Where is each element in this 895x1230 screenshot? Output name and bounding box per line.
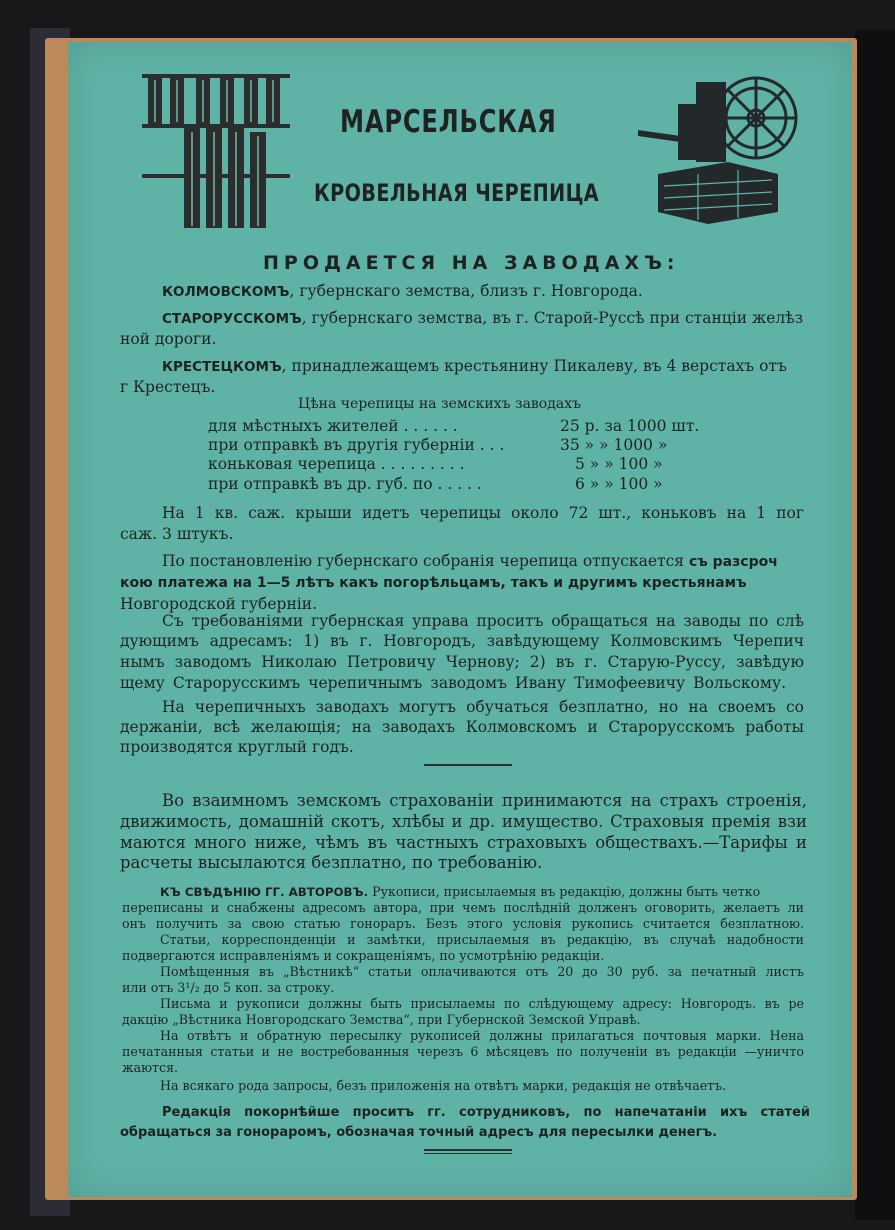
title-roof-tiles: КРОВЕЛЬНАЯ ЧЕРЕПИЦА <box>314 179 600 207</box>
installment-terms: кою платежа на 1—5 лѣтъ какъ погорѣльцамъ, такъ и другимъ крестьянамъ <box>120 575 747 591</box>
installment-region: Новгородской губерніи. <box>120 595 317 613</box>
price-row-label: при отправкѣ въ другія губерніи . . . <box>208 436 505 454</box>
price-row-value: 5 » » 100 » <box>575 455 663 473</box>
authors-notice-line3: онъ получить за свою статью гонораръ. Безъ этого условія рукопись считается безплатною. <box>122 916 804 931</box>
paragraph-training: На черепичныхъ заводахъ могутъ обучаться безплатно, но на своемъ со <box>162 698 804 716</box>
editorial-request-line2: обращаться за гонораромъ, обозначая точный адресъ для пересылки денегъ. <box>120 1125 718 1140</box>
insurance-line2: движимость, домашній скотъ, хлѣбы и др. имущество. Страховыя премія взи <box>120 812 807 831</box>
factory-kolmovo <box>162 284 643 300</box>
factory-krestets-text: , принадлежащемъ крестьянину Пикалеву, въ 4 верстахъ отъ <box>281 357 787 375</box>
paragraph-training-line2: держаніи, всѣ желающія; на заводахъ Колмовскомъ и Старорусскомъ работы <box>120 718 804 736</box>
authors-notice-line2: переписаны и снабжены адресомъ автора, при чемъ послѣдній долженъ оговорить, желаетъ ли <box>122 900 804 915</box>
price-row-label: для мѣстныхъ жителей . . . . . . <box>208 417 458 435</box>
paragraph-requests-line3: нымъ заводомъ Николаю Петровичу Чернову; 2) въ г. Старую-Руссу, завѣдую <box>120 653 804 671</box>
authors-notice-line7: или отъ 3¹/₂ до 5 коп. за строку. <box>122 980 335 995</box>
insurance-line3: маются много ниже, чѣмъ въ частныхъ страховыхъ обществахъ.—Тарифы и <box>120 833 807 852</box>
factory-staraya-cont: ной дороги. <box>120 330 217 348</box>
price-table-title: Цѣна черепицы на земскихъ заводахъ <box>298 396 582 412</box>
paragraph-requests-line4: щему Старорусскимъ черепичнымъ заводомъ Ивану Тимофеевичу Вольскому. <box>120 674 786 692</box>
installment-text: По постановленію губернскаго собранія черепица отпускается <box>162 552 689 570</box>
factory-staraya <box>162 311 803 327</box>
paragraph-installment <box>162 554 778 570</box>
factory-staraya-name: СТАРОРУССКОМЪ <box>162 311 302 327</box>
authors-notice-line13: На всякаго рода запросы, безъ приложенія на отвѣтъ марки, редакція не отвѣчаетъ. <box>160 1078 727 1093</box>
insurance-line4: расчеты высылаются безплатно, по требованію. <box>120 853 543 872</box>
factory-staraya-text: , губернскаго земства, въ г. Старой-Руссѣ при станціи желѣз <box>301 309 804 327</box>
price-row-label: коньковая черепица . . . . . . . . . <box>208 455 465 473</box>
footer-divider-thin <box>424 1153 512 1154</box>
section-divider <box>424 764 512 766</box>
paragraph-roof-coverage-cont: саж. 3 штукъ. <box>120 525 234 543</box>
title-marseille: МАРСЕЛЬСКАЯ <box>340 104 557 140</box>
paragraph-requests: Съ требованіями губернская управа проситъ обращаться на заводы по слѣ <box>162 612 804 630</box>
authors-notice-line9: дакцію „Вѣстника Новгородскаго Земства“, при Губернской Земской Управѣ. <box>122 1012 641 1027</box>
installment-bold: съ разсроч <box>688 554 778 570</box>
authors-notice-line11: печатанныя статьи и не востребованныя черезъ 6 мѣсяцевъ по полученіи въ редакціи —уничто <box>122 1044 804 1059</box>
authors-notice-line10: На отвѣтъ и обратную пересылку рукописей должны прилагаться почтовыя марки. Нена <box>160 1028 804 1043</box>
insurance-line1: Во взаимномъ земскомъ страхованіи принимаются на страхъ строенія, <box>162 791 807 810</box>
sold-at-heading: ПРОДАЕТСЯ НА ЗАВОДАХЪ: <box>263 252 680 274</box>
price-row-value: 6 » » 100 » <box>575 475 663 493</box>
paragraph-training-line3: производятся круглый годъ. <box>120 738 354 756</box>
paragraph-requests-line2: дующимъ адресамъ: 1) въ г. Новгородъ, завѣдующему Колмовскимъ Черепич <box>120 632 804 650</box>
price-row-value: 35 » » 1000 » <box>560 436 668 454</box>
authors-notice-line8: Письма и рукописи должны быть присылаемы по слѣдующему адресу: Новгородъ. въ ре <box>160 996 804 1011</box>
footer-divider <box>424 1149 512 1151</box>
authors-notice-line6: Помѣщенныя въ „Вѣстникѣ“ статьи оплачиваются отъ 20 до 30 руб. за печатный листъ <box>160 964 804 979</box>
authors-notice-heading: КЪ СВѢДѢНІЮ ГГ. АВТОРОВЪ. <box>160 885 369 899</box>
editorial-request-line1: Редакція покорнѣйше проситъ гг. сотрудниковъ, по напечатаніи ихъ статей <box>162 1105 810 1120</box>
tile-press-machine-illustration <box>638 62 798 226</box>
authors-notice-line4: Статьи, корреспонденціи и замѣтки, присылаемыя въ редакцію, въ случаѣ надобности <box>160 932 804 947</box>
price-row-label: при отправкѣ въ др. губ. по . . . . . <box>208 475 482 493</box>
factory-kolmovo-name: КОЛМОВСКОМЪ <box>162 284 290 300</box>
authors-notice-line5: подвергаются исправленіямъ и сокращеніямъ, по усмотрѣнію редакціи. <box>122 948 605 963</box>
factory-kolmovo-text: , губернскаго земства, близъ г. Новгорода. <box>289 282 643 300</box>
factory-krestets-name: КРЕСТЕЦКОМЪ <box>162 359 282 375</box>
authors-notice-text: Рукописи, присылаемыя въ редакцію, должны быть четко <box>368 884 761 899</box>
roof-tiles-illustration <box>140 70 292 232</box>
authors-notice-line1 <box>160 886 760 899</box>
book-edge <box>855 30 895 1220</box>
paragraph-roof-coverage: На 1 кв. саж. крыши идетъ черепицы около 72 шт., коньковъ на 1 пог <box>162 504 804 522</box>
factory-krestets <box>162 359 787 375</box>
price-row-value: 25 р. за 1000 шт. <box>560 417 700 435</box>
authors-notice-line12: жаются. <box>122 1060 179 1075</box>
factory-krestets-cont: г Крестецъ. <box>120 378 216 396</box>
